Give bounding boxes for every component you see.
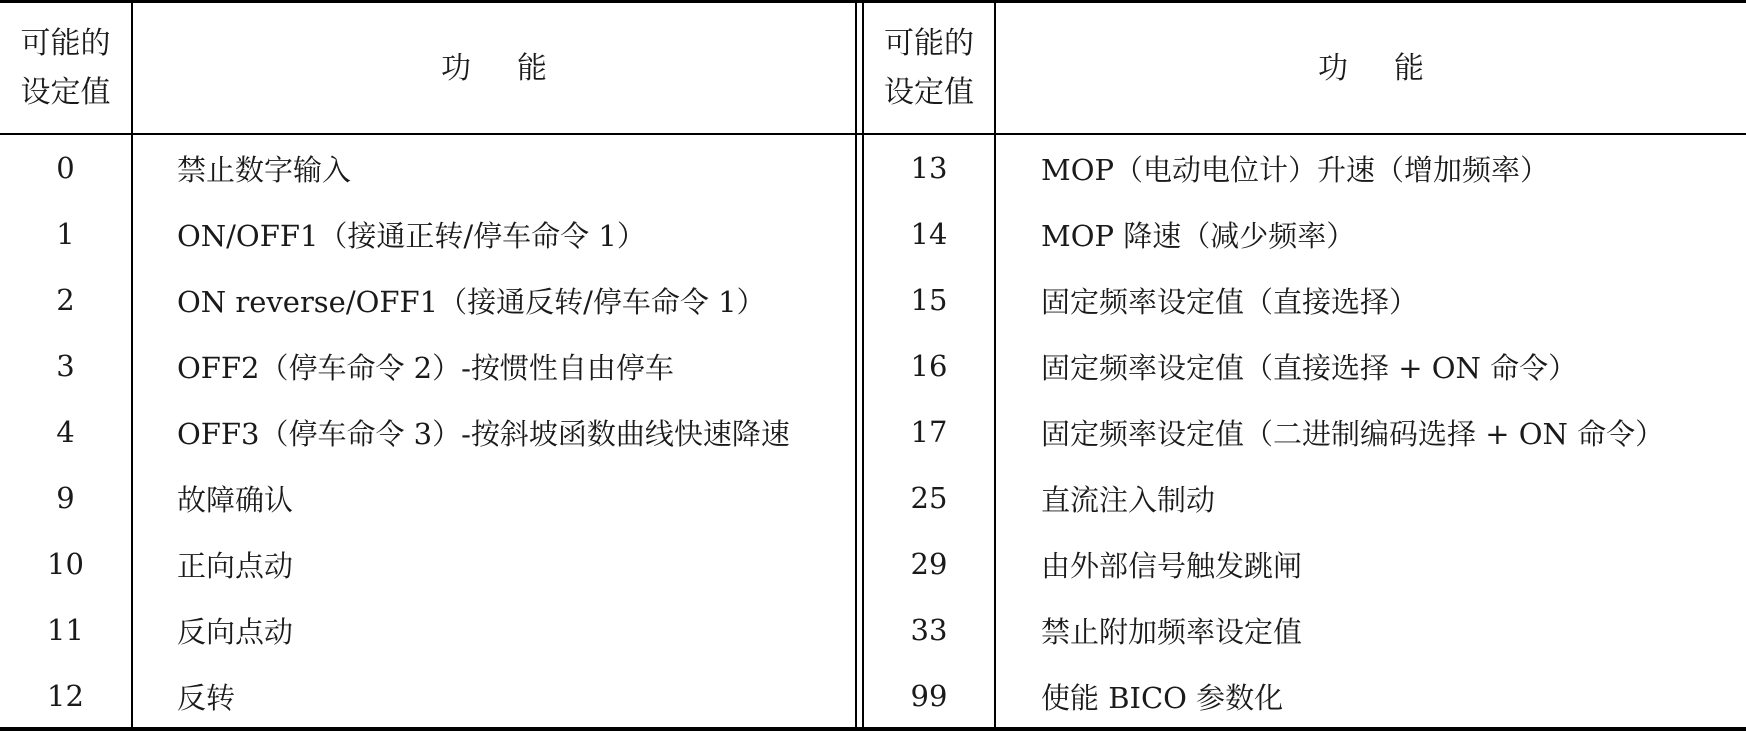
left-row-value: 12	[47, 679, 84, 713]
right-row-value: 15	[910, 283, 948, 317]
right-row-function: MOP 降速（减少频率）	[1041, 218, 1356, 253]
header-function-left: 功能	[441, 50, 593, 86]
header-value-right	[864, 3, 994, 133]
right-row-value: 14	[910, 217, 948, 251]
header-function-right: 功能	[1318, 50, 1470, 86]
left-row-value: 2	[56, 283, 75, 317]
right-row-value: 99	[910, 679, 948, 713]
right-row-function: 固定频率设定值（直接选择 + ON 命令）	[1041, 350, 1578, 385]
header-value-line2: 设定值	[884, 75, 974, 110]
right-row-function: 固定频率设定值（二进制编码选择 + ON 命令）	[1041, 416, 1665, 451]
center-double-divider	[855, 3, 857, 727]
left-row-value: 9	[56, 481, 75, 515]
left-row-function: 正向点动	[177, 548, 294, 583]
left-row-function: 故障确认	[177, 482, 294, 517]
left-row-value: 1	[56, 217, 75, 251]
right-row-function: 直流注入制动	[1041, 482, 1216, 517]
left-row-value: 0	[56, 151, 75, 185]
right-row-value: 29	[910, 547, 948, 581]
right-row-function: 由外部信号触发跳闸	[1041, 548, 1303, 583]
right-row-function: MOP（电动电位计）升速（增加频率）	[1041, 152, 1549, 187]
left-row-value: 3	[56, 349, 75, 383]
right-row-function: 使能 BICO 参数化	[1041, 680, 1284, 715]
header-value-line2: 设定值	[20, 75, 111, 110]
left-row-function: ON/OFF1（接通正转/停车命令 1）	[177, 218, 646, 253]
right-row-value: 13	[910, 151, 948, 185]
left-row-value: 11	[47, 613, 84, 647]
header-value-left	[0, 3, 131, 133]
header-value-line1: 可能的	[20, 26, 111, 61]
left-row-function: ON reverse/OFF1（接通反转/停车命令 1）	[177, 284, 766, 319]
right-row-value: 33	[910, 613, 948, 647]
left-row-function: 反向点动	[177, 614, 294, 649]
right-row-value: 17	[910, 415, 948, 449]
left-row-function: 反转	[177, 680, 236, 715]
left-row-function: OFF2（停车命令 2）-按惯性自由停车	[177, 350, 674, 385]
right-row-value: 16	[910, 349, 948, 383]
right-row-function: 固定频率设定值（直接选择）	[1041, 284, 1419, 319]
left-row-function: OFF3（停车命令 3）-按斜坡函数曲线快速降速	[177, 416, 790, 451]
left-row-value: 10	[47, 547, 84, 581]
right-row-value: 25	[910, 481, 948, 515]
header-value-line1: 可能的	[884, 26, 974, 61]
left-row-function: 禁止数字输入	[177, 152, 352, 187]
right-row-function: 禁止附加频率设定值	[1041, 614, 1303, 649]
left-row-value: 4	[56, 415, 75, 449]
